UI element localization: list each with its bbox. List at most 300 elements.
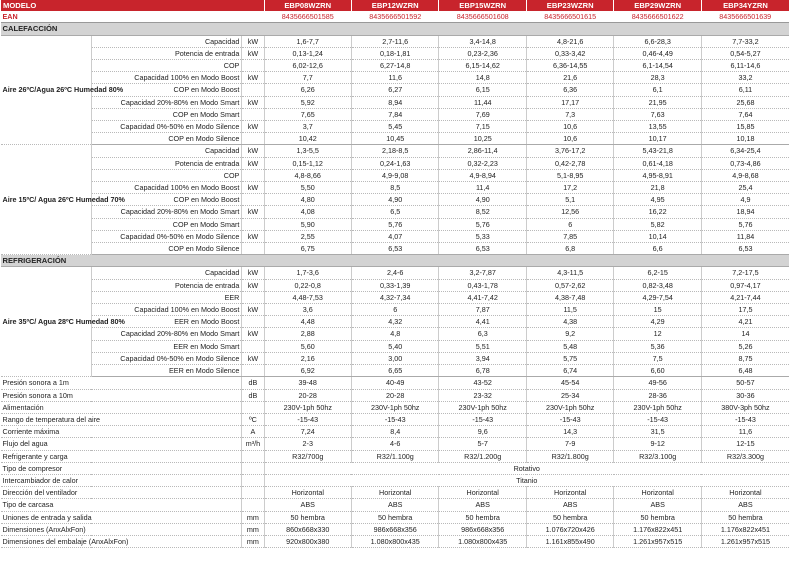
cell-value: 8,4 xyxy=(351,426,438,438)
cell-value: 7,5 xyxy=(614,352,701,364)
cell-value: Horizontal xyxy=(701,487,789,499)
cell-value: 6 xyxy=(526,218,613,230)
cell-value: 4,32 xyxy=(351,316,438,328)
cell-value: 5,76 xyxy=(439,218,526,230)
table-row xyxy=(1,401,790,413)
cell-value: 12,56 xyxy=(526,206,613,218)
row-label: Capacidad 20%-80% en Modo Smart xyxy=(91,96,242,108)
cell-value: 33,2 xyxy=(701,72,789,84)
table-row xyxy=(1,450,790,462)
row-unit: kW xyxy=(242,206,264,218)
cell-value: 43-52 xyxy=(439,377,526,389)
ean-code: 8435666501615 xyxy=(526,11,613,23)
table-row xyxy=(1,243,790,255)
table-row xyxy=(1,474,790,486)
cell-value: 7,3 xyxy=(526,108,613,120)
cell-value: 28-36 xyxy=(614,389,701,401)
row-unit: kW xyxy=(242,352,264,364)
cell-value: 5,51 xyxy=(439,340,526,352)
cell-value: 18,94 xyxy=(701,206,789,218)
section-header xyxy=(1,23,790,35)
cell-value: R32/3.300g xyxy=(701,450,789,462)
cell-value: 0,43-1,78 xyxy=(439,279,526,291)
cell-value: -15-43 xyxy=(701,413,789,425)
row-label: Alimentación xyxy=(1,401,242,413)
row-unit: mm xyxy=(242,523,264,535)
cell-value: 6,26 xyxy=(264,84,351,96)
table-row xyxy=(1,182,790,194)
cell-value: ABS xyxy=(701,499,789,511)
row-unit xyxy=(242,474,264,486)
table-row xyxy=(1,413,790,425)
row-label: Potencia de entrada xyxy=(91,157,242,169)
row-unit xyxy=(242,133,264,145)
table-row xyxy=(1,462,790,474)
cell-value: 40-49 xyxy=(351,377,438,389)
row-unit: kW xyxy=(242,157,264,169)
cell-value: 0,54-5,27 xyxy=(701,47,789,59)
cell-value: 4,21 xyxy=(701,316,789,328)
cell-value: 6,36-14,55 xyxy=(526,60,613,72)
table-row xyxy=(1,60,790,72)
cell-value: ABS xyxy=(526,499,613,511)
cell-value: 14,3 xyxy=(526,426,613,438)
row-label: EER en Modo Boost xyxy=(91,316,242,328)
cell-value: 4,32-7,34 xyxy=(351,291,438,303)
cell-value: 4,90 xyxy=(439,194,526,206)
cell-value: 6 xyxy=(351,304,438,316)
row-label: Tipo de carcasa xyxy=(1,499,242,511)
cell-value: 7,24 xyxy=(264,426,351,438)
cell-value: 12 xyxy=(614,328,701,340)
cell-value: 4,38 xyxy=(526,316,613,328)
table-row xyxy=(1,47,790,59)
cell-value: 8,94 xyxy=(351,96,438,108)
cell-value: 5,40 xyxy=(351,340,438,352)
row-unit: kW xyxy=(242,304,264,316)
cell-value: 21,6 xyxy=(526,72,613,84)
cell-value: 8,52 xyxy=(439,206,526,218)
row-unit xyxy=(242,169,264,181)
cell-value: 986x668x356 xyxy=(351,523,438,535)
row-label: COP xyxy=(91,169,242,181)
cell-value: 4,90 xyxy=(351,194,438,206)
cell-value: 986x668x356 xyxy=(439,523,526,535)
row-unit: kW xyxy=(242,121,264,133)
cell-value: 23-32 xyxy=(439,389,526,401)
cell-value: 10,42 xyxy=(264,133,351,145)
cell-value: 6,27 xyxy=(351,84,438,96)
cell-value: 0,32-2,23 xyxy=(439,157,526,169)
cell-value: 10,6 xyxy=(526,121,613,133)
cell-value: 15 xyxy=(614,304,701,316)
row-label: COP xyxy=(91,60,242,72)
cell-value: 4,8 xyxy=(351,328,438,340)
row-unit xyxy=(242,499,264,511)
row-label: Flujo del agua xyxy=(1,438,242,450)
cell-value: 6,27-14,8 xyxy=(351,60,438,72)
cell-value: 10,45 xyxy=(351,133,438,145)
cell-value: ABS xyxy=(614,499,701,511)
cell-value: 7,15 xyxy=(439,121,526,133)
table-row xyxy=(1,157,790,169)
table-row xyxy=(1,230,790,242)
row-unit: ºC xyxy=(242,413,264,425)
row-unit xyxy=(242,365,264,377)
section-title: CALEFACCIÓN xyxy=(1,23,790,35)
cell-value: R32/1.100g xyxy=(351,450,438,462)
row-label: COP en Modo Boost xyxy=(91,194,242,206)
row-unit: kW xyxy=(242,279,264,291)
cell-value: 4,8-8,66 xyxy=(264,169,351,181)
cell-value: 4,21-7,44 xyxy=(701,291,789,303)
condition-label: Aire 35ºC/ Agua 28ºC Humedad 80% xyxy=(1,267,92,377)
cell-value: 6,92 xyxy=(264,365,351,377)
cell-value: 5,60 xyxy=(264,340,351,352)
condition-label: Aire 26ºC/Agua 26ºC Humedad 80% xyxy=(1,35,92,145)
cell-value: 5,92 xyxy=(264,96,351,108)
cell-value: 5,36 xyxy=(614,340,701,352)
cell-value: Horizontal xyxy=(614,487,701,499)
cell-value: 0,42-2,78 xyxy=(526,157,613,169)
cell-value: 5,90 xyxy=(264,218,351,230)
cell-value: 4,41-7,42 xyxy=(439,291,526,303)
cell-value: 6,1-14,54 xyxy=(614,60,701,72)
cell-value: 0,23-2,36 xyxy=(439,47,526,59)
cell-value: 860x668x330 xyxy=(264,523,351,535)
row-label: Potencia de entrada xyxy=(91,47,242,59)
row-label: EER xyxy=(91,291,242,303)
cell-value: 50 hembra xyxy=(351,511,438,523)
cell-value: 49-56 xyxy=(614,377,701,389)
cell-value: 50 hembra xyxy=(614,511,701,523)
cell-value: -15-43 xyxy=(351,413,438,425)
row-label: Dirección del ventilador xyxy=(1,487,242,499)
row-unit: kW xyxy=(242,35,264,47)
cell-value: 10,6 xyxy=(526,133,613,145)
cell-value: -15-43 xyxy=(439,413,526,425)
cell-value: Titanio xyxy=(264,474,789,486)
cell-value: 14 xyxy=(701,328,789,340)
row-unit: kW xyxy=(242,72,264,84)
row-label: Capacidad 100% en Modo Boost xyxy=(91,304,242,316)
cell-value: 7,2-17,5 xyxy=(701,267,789,279)
cell-value: 4-6 xyxy=(351,438,438,450)
table-row xyxy=(1,352,790,364)
cell-value: 7,84 xyxy=(351,108,438,120)
cell-value: 1,7-3,6 xyxy=(264,267,351,279)
cell-value: 20-28 xyxy=(351,389,438,401)
row-label: Uniones de entrada y salida xyxy=(1,511,242,523)
cell-value: 2,88 xyxy=(264,328,351,340)
cell-value: 6,6-28,3 xyxy=(614,35,701,47)
cell-value: 13,55 xyxy=(614,121,701,133)
cell-value: 4,3-11,5 xyxy=(526,267,613,279)
table-row xyxy=(1,291,790,303)
cell-value: 6,15 xyxy=(439,84,526,96)
cell-value: 4,95-8,91 xyxy=(614,169,701,181)
cell-value: R32/3.100g xyxy=(614,450,701,462)
row-unit xyxy=(242,450,264,462)
cell-value: 16,22 xyxy=(614,206,701,218)
cell-value: 3,4-14,8 xyxy=(439,35,526,47)
cell-value: 11,6 xyxy=(351,72,438,84)
cell-value: 5,1-8,95 xyxy=(526,169,613,181)
cell-value: -15-43 xyxy=(614,413,701,425)
cell-value: 15,85 xyxy=(701,121,789,133)
cell-value: 380V-3ph 50hz xyxy=(701,401,789,413)
cell-value: 2-3 xyxy=(264,438,351,450)
ean-label: EAN xyxy=(1,11,265,23)
cell-value: 6,3 xyxy=(439,328,526,340)
cell-value: 6,02-12,6 xyxy=(264,60,351,72)
table-row xyxy=(1,267,790,279)
model-name: EBP12WZRN xyxy=(351,0,438,11)
cell-value: 4,9-9,08 xyxy=(351,169,438,181)
cell-value: 1.176x822x451 xyxy=(701,523,789,535)
ean-row xyxy=(1,11,790,23)
cell-value: 4,95 xyxy=(614,194,701,206)
cell-value: 0,18-1,81 xyxy=(351,47,438,59)
cell-value: -15-43 xyxy=(264,413,351,425)
cell-value: 6,34-25,4 xyxy=(701,145,789,157)
row-unit xyxy=(242,487,264,499)
row-unit: A xyxy=(242,426,264,438)
row-label: Capacidad 0%-50% en Modo Silence xyxy=(91,121,242,133)
cell-value: 1.076x720x426 xyxy=(526,523,613,535)
cell-value: ABS xyxy=(351,499,438,511)
cell-value: 3,94 xyxy=(439,352,526,364)
row-unit: kW xyxy=(242,328,264,340)
row-unit xyxy=(242,108,264,120)
cell-value: 21,8 xyxy=(614,182,701,194)
table-row xyxy=(1,377,790,389)
cell-value: 4,9 xyxy=(701,194,789,206)
cell-value: 6,74 xyxy=(526,365,613,377)
cell-value: 6,78 xyxy=(439,365,526,377)
cell-value: 17,17 xyxy=(526,96,613,108)
cell-value: 10,25 xyxy=(439,133,526,145)
cell-value: 920x800x380 xyxy=(264,535,351,547)
cell-value: 6,60 xyxy=(614,365,701,377)
row-unit: kW xyxy=(242,145,264,157)
cell-value: 50 hembra xyxy=(526,511,613,523)
condition-label: Aire 15ºC/ Agua 26ºC Humedad 70% xyxy=(1,145,92,255)
cell-value: 11,4 xyxy=(439,182,526,194)
row-label: Capacidad 0%-50% en Modo Silence xyxy=(91,352,242,364)
cell-value: 6,53 xyxy=(701,243,789,255)
ean-code: 8435666501592 xyxy=(351,11,438,23)
cell-value: 1,6-7,7 xyxy=(264,35,351,47)
cell-value: 5-7 xyxy=(439,438,526,450)
cell-value: 25,4 xyxy=(701,182,789,194)
cell-value: 6,2-15 xyxy=(614,267,701,279)
cell-value: 10,14 xyxy=(614,230,701,242)
cell-value: 9-12 xyxy=(614,438,701,450)
row-label: Capacidad xyxy=(91,267,242,279)
table-row xyxy=(1,328,790,340)
cell-value: Rotativo xyxy=(264,462,789,474)
cell-value: 2,7-11,6 xyxy=(351,35,438,47)
ean-code: 8435666501622 xyxy=(614,11,701,23)
cell-value: 6,75 xyxy=(264,243,351,255)
section-header xyxy=(1,255,790,267)
row-unit xyxy=(242,84,264,96)
ean-code: 8435666501639 xyxy=(701,11,789,23)
row-label: COP en Modo Boost xyxy=(91,84,242,96)
row-unit: kW xyxy=(242,182,264,194)
cell-value: 8,5 xyxy=(351,182,438,194)
cell-value: 7,65 xyxy=(264,108,351,120)
row-unit xyxy=(242,60,264,72)
table-row xyxy=(1,365,790,377)
cell-value: Horizontal xyxy=(351,487,438,499)
cell-value: R32/700g xyxy=(264,450,351,462)
row-unit xyxy=(242,291,264,303)
cell-value: 2,4-6 xyxy=(351,267,438,279)
cell-value: 7,69 xyxy=(439,108,526,120)
cell-value: 230V-1ph 50hz xyxy=(526,401,613,413)
table-row xyxy=(1,218,790,230)
cell-value: 4,29-7,54 xyxy=(614,291,701,303)
table-row xyxy=(1,169,790,181)
cell-value: 0,33-3,42 xyxy=(526,47,613,59)
cell-value: 4,80 xyxy=(264,194,351,206)
cell-value: 2,86-11,4 xyxy=(439,145,526,157)
cell-value: 0,15-1,12 xyxy=(264,157,351,169)
cell-value: 50 hembra xyxy=(439,511,526,523)
cell-value: 6,53 xyxy=(439,243,526,255)
cell-value: 230V-1ph 50hz xyxy=(439,401,526,413)
row-label: Dimensiones del embalaje (AnxAlxFon) xyxy=(1,535,242,547)
cell-value: 5,26 xyxy=(701,340,789,352)
cell-value: 0,24-1,63 xyxy=(351,157,438,169)
row-label: Presión sonora a 1m xyxy=(1,377,242,389)
cell-value: 1.080x800x435 xyxy=(351,535,438,547)
cell-value: 230V-1ph 50hz xyxy=(351,401,438,413)
cell-value: 0,61-4,18 xyxy=(614,157,701,169)
cell-value: 50 hembra xyxy=(701,511,789,523)
row-label: EER en Modo Smart xyxy=(91,340,242,352)
table-row xyxy=(1,487,790,499)
row-label: Potencia de entrada xyxy=(91,279,242,291)
row-label: Tipo de compresor xyxy=(1,462,242,474)
cell-value: 5,48 xyxy=(526,340,613,352)
model-name: EBP34YZRN xyxy=(701,0,789,11)
cell-value: 3,6 xyxy=(264,304,351,316)
cell-value: 0,22-0,8 xyxy=(264,279,351,291)
table-row xyxy=(1,389,790,401)
cell-value: 5,76 xyxy=(701,218,789,230)
model-name: EBP23WZRN xyxy=(526,0,613,11)
row-label: Refrigerante y carga xyxy=(1,450,242,462)
row-unit: mm xyxy=(242,511,264,523)
table-row xyxy=(1,145,790,157)
table-row xyxy=(1,279,790,291)
table-row xyxy=(1,499,790,511)
cell-value: 7,87 xyxy=(439,304,526,316)
row-label: Capacidad 20%-80% en Modo Smart xyxy=(91,328,242,340)
cell-value: Horizontal xyxy=(526,487,613,499)
table-row xyxy=(1,340,790,352)
row-label: Capacidad xyxy=(91,35,242,47)
cell-value: 230V-1ph 50hz xyxy=(614,401,701,413)
cell-value: 6,36 xyxy=(526,84,613,96)
cell-value: 0,13-1,24 xyxy=(264,47,351,59)
cell-value: 25,68 xyxy=(701,96,789,108)
table-row xyxy=(1,426,790,438)
row-label: Capacidad xyxy=(91,145,242,157)
table-row xyxy=(1,523,790,535)
cell-value: 1.080x800x435 xyxy=(439,535,526,547)
cell-value: 5,75 xyxy=(526,352,613,364)
ean-code: 8435666501608 xyxy=(439,11,526,23)
cell-value: 6,53 xyxy=(351,243,438,255)
row-unit: m³/h xyxy=(242,438,264,450)
cell-value: 11,5 xyxy=(526,304,613,316)
table-row xyxy=(1,535,790,547)
cell-value: 1.261x957x515 xyxy=(701,535,789,547)
row-label: Capacidad 0%-50% en Modo Silence xyxy=(91,230,242,242)
cell-value: 230V-1ph 50hz xyxy=(264,401,351,413)
table-row xyxy=(1,121,790,133)
cell-value: 11,84 xyxy=(701,230,789,242)
row-unit xyxy=(242,218,264,230)
cell-value: 0,97-4,17 xyxy=(701,279,789,291)
row-label: COP en Modo Smart xyxy=(91,108,242,120)
cell-value: 50-57 xyxy=(701,377,789,389)
row-unit: mm xyxy=(242,535,264,547)
row-unit: dB xyxy=(242,389,264,401)
model-name: EBP08WZRN xyxy=(264,0,351,11)
row-unit: dB xyxy=(242,377,264,389)
model-name: EBP29WZRN xyxy=(614,0,701,11)
ean-code: 8435666501585 xyxy=(264,11,351,23)
row-unit xyxy=(242,316,264,328)
cell-value: 30-36 xyxy=(701,389,789,401)
table-row xyxy=(1,108,790,120)
header-row xyxy=(1,0,790,11)
table-row xyxy=(1,304,790,316)
cell-value: 4,41 xyxy=(439,316,526,328)
cell-value: 0,33-1,39 xyxy=(351,279,438,291)
cell-value: 50 hembra xyxy=(264,511,351,523)
row-label: Capacidad 20%-80% en Modo Smart xyxy=(91,206,242,218)
row-unit xyxy=(242,194,264,206)
cell-value: 4,48 xyxy=(264,316,351,328)
cell-value: 3,2-7,87 xyxy=(439,267,526,279)
row-label: Corriente máxima xyxy=(1,426,242,438)
cell-value: 2,16 xyxy=(264,352,351,364)
cell-value: 17,2 xyxy=(526,182,613,194)
cell-value: 7,64 xyxy=(701,108,789,120)
cell-value: 39-48 xyxy=(264,377,351,389)
table-row xyxy=(1,35,790,47)
cell-value: 7-9 xyxy=(526,438,613,450)
row-label: Rango de temperatura del aire xyxy=(1,413,242,425)
row-label: Presión sonora a 10m xyxy=(1,389,242,401)
cell-value: 4,8-21,6 xyxy=(526,35,613,47)
cell-value: R32/1.200g xyxy=(439,450,526,462)
row-unit xyxy=(242,243,264,255)
cell-value: 5,76 xyxy=(351,218,438,230)
cell-value: 5,43-21,8 xyxy=(614,145,701,157)
cell-value: 2,18-8,5 xyxy=(351,145,438,157)
cell-value: 4,29 xyxy=(614,316,701,328)
spec-table-body xyxy=(1,0,790,548)
cell-value: ABS xyxy=(439,499,526,511)
cell-value: 3,00 xyxy=(351,352,438,364)
